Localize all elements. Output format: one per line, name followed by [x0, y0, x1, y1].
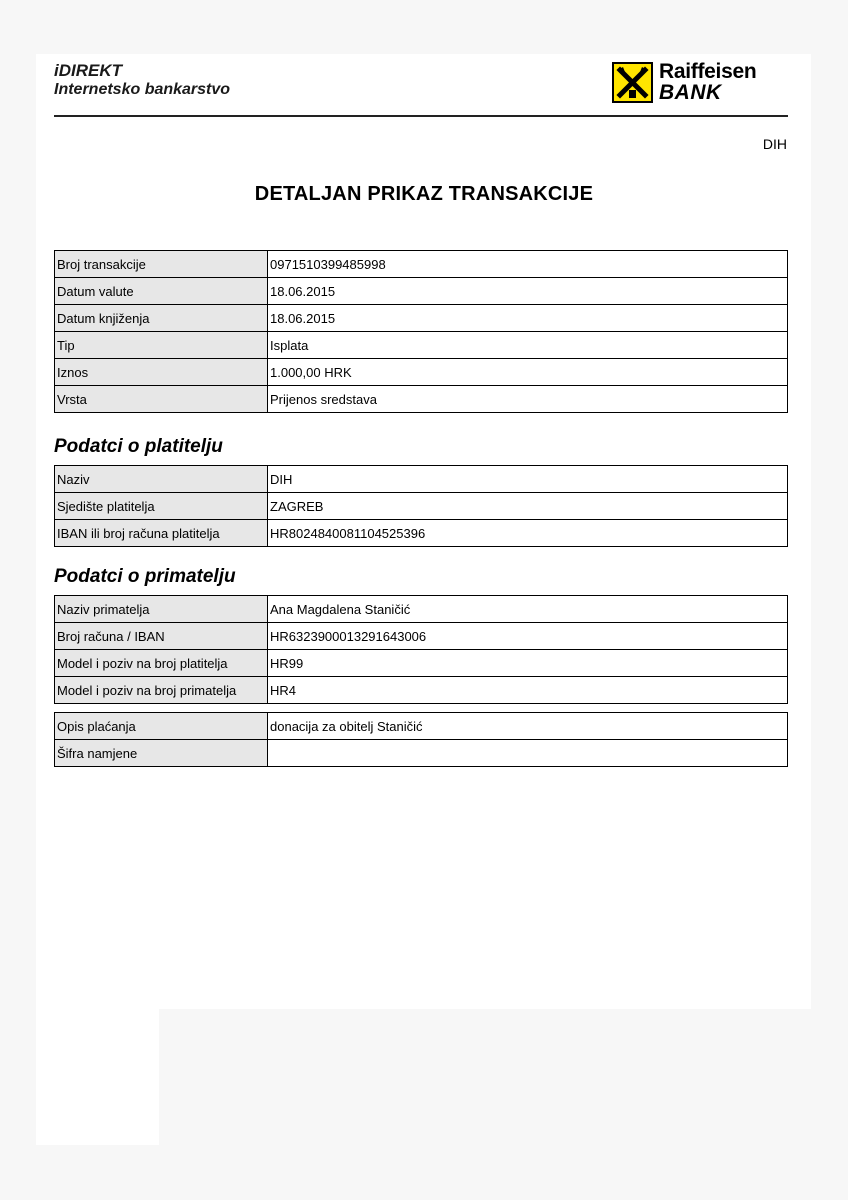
field-value: Isplata: [268, 332, 788, 359]
field-label: Iznos: [55, 359, 268, 386]
field-label: Opis plaćanja: [55, 713, 268, 740]
user-code: DIH: [762, 136, 787, 152]
table-row: [55, 677, 788, 704]
table-row: [55, 520, 788, 547]
brand-block: [54, 62, 230, 100]
raiffeisen-logo: [612, 60, 756, 104]
raiffeisen-crossed-horses-icon: [612, 62, 653, 103]
field-label: Tip: [55, 332, 268, 359]
payer-table: [54, 465, 788, 547]
table-row: [55, 332, 788, 359]
brand-name: iDIREKT: [54, 61, 122, 80]
table-row: [55, 386, 788, 413]
field-label: Naziv primatelja: [55, 596, 268, 623]
logo-text-raiffeisen: Raiffeisen: [659, 60, 757, 83]
field-label: Broj transakcije: [55, 251, 268, 278]
payer-heading: Podatci o platitelju: [54, 436, 223, 457]
table-row: [55, 596, 788, 623]
field-value: HR8024840081104525396: [268, 520, 788, 547]
recipient-heading: Podatci o primatelju: [54, 566, 236, 587]
field-value: donacija za obitelj Staničić: [268, 713, 788, 740]
field-value: DIH: [268, 466, 788, 493]
table-row: [55, 359, 788, 386]
brand-subtitle: Internetsko bankarstvo: [54, 81, 231, 98]
field-label: Šifra namjene: [55, 740, 268, 767]
field-label: Vrsta: [55, 386, 268, 413]
field-value: 0971510399485998: [268, 251, 788, 278]
recipient-table: [54, 595, 788, 704]
logo-text-bank: BANK: [659, 81, 722, 104]
field-value: 18.06.2015: [268, 278, 788, 305]
table-row: [55, 713, 788, 740]
field-label: Datum valute: [55, 278, 268, 305]
field-label: Sjedište platitelja: [55, 493, 268, 520]
field-label: Model i poziv na broj platitelja: [55, 650, 268, 677]
field-value: HR99: [268, 650, 788, 677]
field-value: Ana Magdalena Staničić: [268, 596, 788, 623]
field-label: Datum knjiženja: [55, 305, 268, 332]
payment-table: [54, 712, 788, 767]
field-label: IBAN ili broj računa platitelja: [55, 520, 268, 547]
table-row: [55, 305, 788, 332]
page-title: DETALJAN PRIKAZ TRANSAKCIJE: [254, 183, 594, 205]
table-row: [55, 466, 788, 493]
field-value: HR4: [268, 677, 788, 704]
table-row: [55, 493, 788, 520]
table-row: [55, 740, 788, 767]
field-value: HR6323900013291643006: [268, 623, 788, 650]
field-value: 18.06.2015: [268, 305, 788, 332]
field-value: 1.000,00 HRK: [268, 359, 788, 386]
field-label: Model i poziv na broj primatelja: [55, 677, 268, 704]
field-value: Prijenos sredstava: [268, 386, 788, 413]
table-row: [55, 650, 788, 677]
field-label: Naziv: [55, 466, 268, 493]
logo-wordmark: [659, 61, 756, 103]
table-row: [55, 251, 788, 278]
transaction-table: [54, 250, 788, 413]
table-row: [55, 623, 788, 650]
field-value: ZAGREB: [268, 493, 788, 520]
page-background: [36, 1009, 159, 1145]
table-row: [55, 278, 788, 305]
header-divider: [54, 115, 788, 117]
field-value: [268, 740, 788, 767]
field-label: Broj računa / IBAN: [55, 623, 268, 650]
